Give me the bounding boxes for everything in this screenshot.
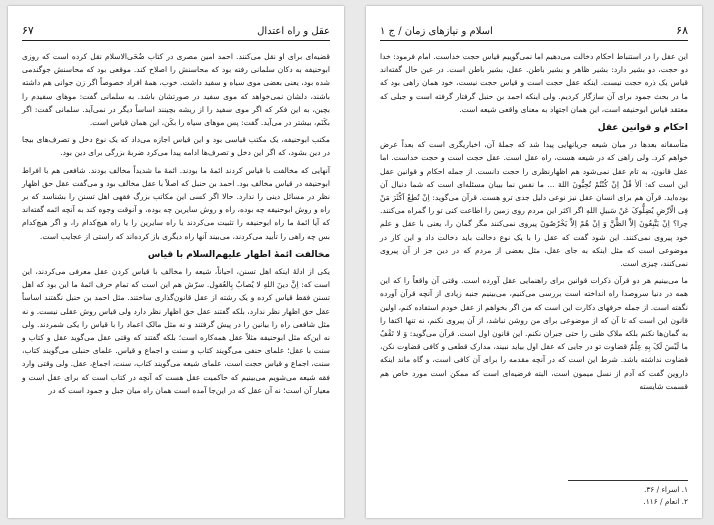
section-heading: مخالفت ائمهٔ اطهار علیهم‌السلام با قیاس [147,249,330,260]
left-page-body [22,50,330,401]
right-page-number: ۶۸ [676,24,688,37]
left-page-number: ۶۷ [22,24,34,37]
left-page-header [22,18,330,41]
paragraph: متأسفانه بعدها در میان شیعه جریانهایی پیدا شد که جملهٔ آن، اخباریگری است که بعداً عرض خواهم کرد. ولی راهی که در شیعه هست، راه عقل است. عقل حجت است و حجت خداست. اما عقل قانون، به تام عقل نمی‌شود هم اظهارنظری را حجت دانست. از جمله احکام و قوانین عقل این است که: اَلاٰ قُلْ اِنْ کُنْتُمْ تُحِبُّونَ اللهَ ... ما نفس نما بیبان مسئله‌ای است که شما دنبال آن بوده‌اید. قرآن هم برای انسان عقل نیز نوعی دلیل جدی ترو هست. قرآن می‌گوید: اِنْ تُطِعْ اَکْثَرَ مَنْ فِی الْاَرْضِ یُضِلُّوکَ عَنْ سَبیلِ اللهِ اگر اکثر این مردم روی زمین را اطاعت کنی تو را گمراه می‌کنند. چرا؟ اِنْ یَتَّبِعُونَ اِلاَّ الظَّنَّ وَ اِنْ هُمْ اِلاَّ یَخْرُصُونَ پیروی نمی‌کنند مگر گمان را، یعنی با عقل و علم خود پیروی نمی‌کنند. این شود گفت که عقل را با یک نوع دخالت باید دخالت داد و این کار در موضوعی است که مثل اینکه به جای عقل، مثل بعضی از مردم که در دین جز از آن پیروی نمی‌کنند، چیزی است. [380,140,688,269]
footnote: ۲. انعام / ۱۱۶. [643,497,688,506]
right-page-header [380,18,688,41]
paragraph: قضیه‌ای برای او نقل می‌کنند. احمد امین مصری در کتاب ضُحَی‌الاسلام نقل کرده است که روزی ابوحنیفه به دکان سلمانی رفته بود که محاسنش را اصلاح کند. موقعی بود که محاسنش جوگندمی شده بود، یعنی بعضی موی سیاه و سفید داشت. خوب، همهٔ افراد خصوصاً اگر زن جوانی هم داشته باشند، دلشان نمی‌خواهد که موی سفید در صورتشان باشد. به سلمانی گفت: موهای سفیدم را بچین، به این فکر که اگر موی سفید را از ریشه بچینند اساساً دیگر در نمی‌آید. سلمانی گفت: اگر بکَنَم، بیشتر در می‌آید. گفت: پس موهای سیاه را بکَن، این همان قیاس است. [22,52,330,128]
section-heading: احکام و قوانین عقل [597,123,688,134]
paragraph: این عقل را در استنباط احکام دخالت می‌دهیم اما نمی‌گوییم قیاس حجت خداست. امام فرمود: خدا دو حجت، دو بشیر دارد: بشیر ظاهر و بشیر باطن. عقل، بشیر باطن است. در عین حال گفته‌اند قیاس یک ذره حجت نیست. اینکه عقل حجت است و قیاس حجت نیست، خود همان راهی بود که ما در بحث جمود برای آن سازگار کردیم. ولی اینکه احمد بن حنبل گرفتار گرفته است و جبلی که معتقد قیاس ابوحنیفه است، این همان اجتهاد به معنای واقعی شیعه است. [380,52,688,114]
paragraph: یکی از ادلهٔ اینکه اهل تسنن، احیاناً، شیعه را مخالف با قیاس کردن عقل معرفی می‌کردند، این است که: اِنَّ دینَ اللهِ لا یُصابُ بِالعُقول. سرّش هم این است که تمام حرف ائمهٔ ما این بود که اهل تسنن فقط قیاس کرده و یک رشته از عقل قانون‌گذاری ساختند. مثل احمد بن حنبل نگفتند اساساً عقل حق اظهار نظر ندارد، بلکه گفتند عقل حق اظهار نظر دارد ولی قیاس روش عقلی نیست. و نه مثل شافعی راه را بیانین را در پیش گرفتند و نه مثل مالک اعماد را با قیاس را یکی شمردند. ولی نه این‌که مثل ابوحنیفه مثلاً عقل همه‌کاره است؛ بلکه گفتند که وقتی عقل می‌گوید عقل و کتاب و سنت با عقل؛ علمای حنفی می‌گویند کتاب و سنت و اجماع و قیاس. علمای حنبلی می‌گویند کتاب، سنت، اجماع و قیاس حجت است، علمای شیعه می‌گویند کتاب، سنت، اجماع، عقل. ولی وقتی وارد فقه شیعه می‌شویم می‌بینیم که حاکمیت عقل هست که آنچه در کتاب است که برای عقل است و معیار آن است؛ نه آن عقل که در این‌جا آمده است همان راه میان جبل و جمود است که در [22,267,330,395]
paragraph: ما می‌بینیم هر دو قرآن ذکرات قوانین برای راهنمایی عقل آورده است. وقتی آن واقعاً را که این همه در دنیا سروصدا راه انداخته است بررسی می‌کنیم، می‌بینیم جنبه زیادی از آنچه قرآن آورده نگفته است. از جمله حرفهای دکارت این است که من اگر بخواهم از عقل خودم استفاده کنم، اولین قانون این است که تا آن که از موضوعی برای من روشن نباشد، از آن پیروی نکنم، نه تنها اکتفا را به گمان‌ها نکنم بلکه ملاک ظنی را حتی جبران نکنم. این قانون اول است. قرآن می‌گوید: وَ لا تَقْفُ ما لَیْسَ لَکَ بِهِ عِلْمٌ قضاوت تو در جایی که عقل اول بیاید نبیند، مدارک قطعی و کافی قضاوت نکن، قضاوت نداشته باشد. شرط این است که در آنچه مقدمه را برای آن کافی است، و گاه ماند اینکه داروین گفت که آدم از نسل میمون است، البته فرضیه‌ای است که ممکن است مورد خاص هم قسمت شایسته [380,276,688,391]
paragraph: آنهایی که مخالفت با قیاس کردند ائمهٔ ما بودند. ائمهٔ ما شدیداً مخالف بودند. شافعی هم با افراط ابوحنیفه در قیاس مخالف بود. احمد بن حنبل که اصلاً با عقل مخالف بود و می‌گفت عقل حق اظهار نظر در مسائل دینی را ندارد. حالا اگر کسی این مکاتب بزرگ فقهی اهل تسنن را بشناسد که بر راه و روش ابوحنیفه چه بوده، راه و روش سایرین چه بوده، و آنوقت وجوه کند به آنچه ائمه گفته‌اند که آیا ائمهٔ ما راه ابوحنیفه را تثبیت می‌کردند یا راه سایرین را یا راه هیچ‌کدام را، و اگر هیچ‌کدام بس چه راهی را تأیید می‌کردند، می‌بیند آنها راه دیگری باز کرده‌اند که راستی از عجایب است. [22,165,330,241]
right-running-title: اسلام و نیازهای زمان / ج ۱ [380,26,493,37]
paragraph: مکتب ابوحنیفه، یک مکتب قیاسی بود و این قیاس اجازه می‌داد که یک نوع دخل و تصرف‌های بیجا در دین بشود، که اگر این دخل و تصرف‌ها ادامه پیدا می‌کرد ضربهٔ بزرگی برای دین بود. [22,135,330,158]
footnote-rule [568,480,688,481]
right-page [366,6,702,518]
left-running-title: عقل و راه اعتدال [257,26,330,37]
footnotes [380,480,688,508]
left-page [8,6,344,518]
right-page-body [380,50,688,397]
footnote: ۱. اسراء / ۳۶. [643,485,688,494]
